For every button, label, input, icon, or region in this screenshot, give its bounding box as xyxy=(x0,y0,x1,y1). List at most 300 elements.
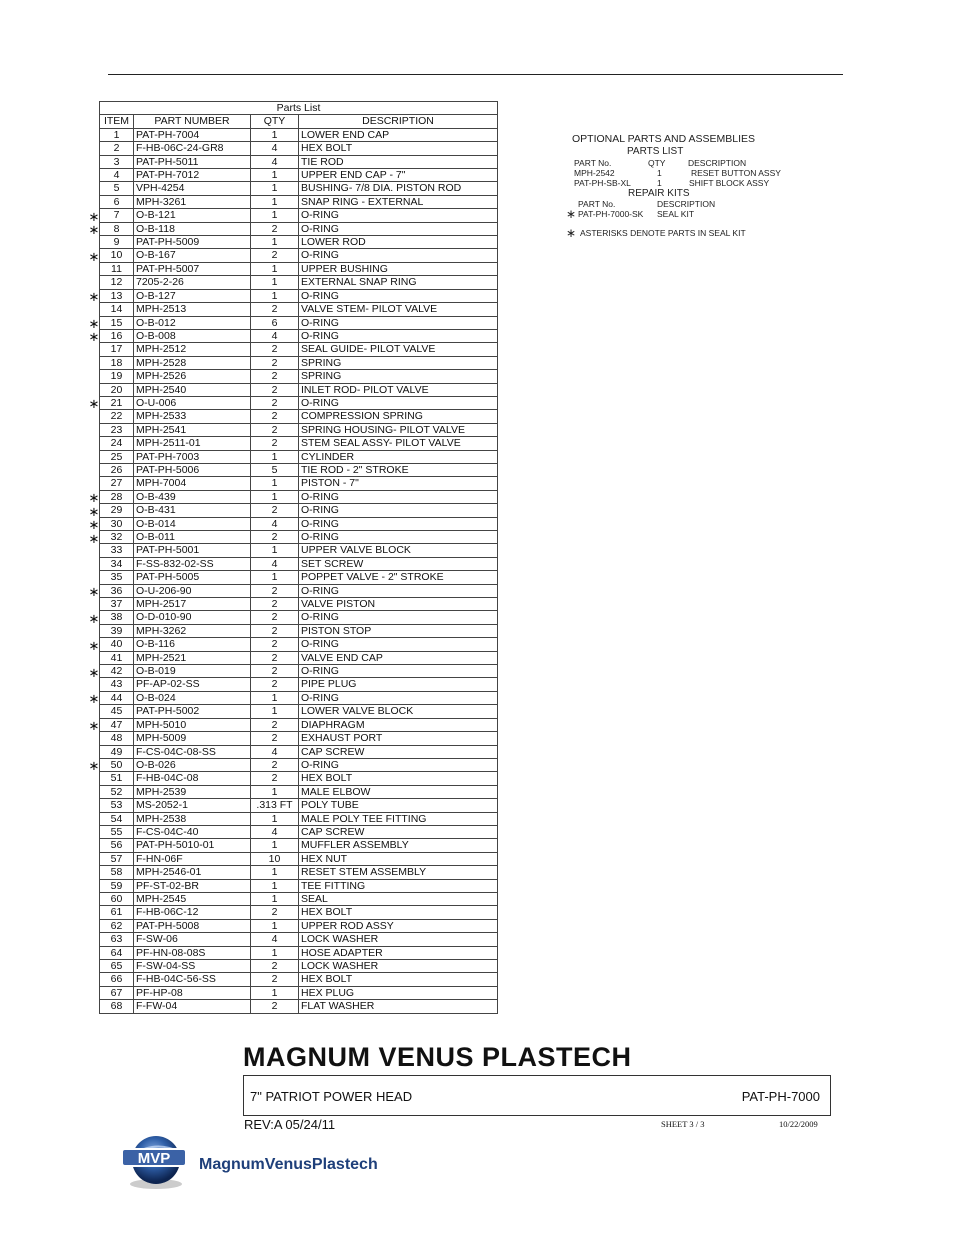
seal-kit-asterisk-icon: ∗ xyxy=(88,329,100,345)
description-cell: INLET ROD- PILOT VALVE xyxy=(299,383,498,396)
table-row xyxy=(100,758,498,771)
table-row xyxy=(100,879,498,892)
part-number-cell: O-U-006 xyxy=(134,396,251,409)
description-cell: HEX NUT xyxy=(299,852,498,865)
table-row xyxy=(100,584,498,597)
part-number-cell: O-B-011 xyxy=(134,531,251,544)
part-number-cell: O-B-121 xyxy=(134,209,251,222)
table-row xyxy=(100,169,498,182)
table-row xyxy=(100,892,498,905)
table-row xyxy=(100,262,498,275)
qty-cell: 1 xyxy=(251,691,299,704)
part-number-cell: MPH-2511-01 xyxy=(134,437,251,450)
description-cell: HEX PLUG xyxy=(299,986,498,999)
qty-cell: 6 xyxy=(251,316,299,329)
qty-cell: 1 xyxy=(251,490,299,503)
table-row xyxy=(100,611,498,624)
qty-cell: 4 xyxy=(251,155,299,168)
part-number-cell: PAT-PH-5008 xyxy=(134,919,251,932)
description-cell: O-RING xyxy=(299,504,498,517)
part-number-cell: F-HN-06F xyxy=(134,852,251,865)
product-part-number: PAT-PH-7000 xyxy=(741,1089,820,1104)
part-number-cell: 7205-2-26 xyxy=(134,276,251,289)
repair-header-part: PART No. xyxy=(578,199,616,209)
part-number-cell: PF-ST-02-BR xyxy=(134,879,251,892)
part-number-cell: F-SS-832-02-SS xyxy=(134,557,251,570)
table-row xyxy=(100,463,498,476)
qty-cell: 1 xyxy=(251,571,299,584)
part-number-cell: MPH-5010 xyxy=(134,718,251,731)
table-row xyxy=(100,437,498,450)
description-cell: BUSHING- 7/8 DIA. PISTON ROD xyxy=(299,182,498,195)
item-cell: 54 xyxy=(100,812,134,825)
item-cell: 2 xyxy=(100,142,134,155)
table-row xyxy=(100,356,498,369)
part-number-cell: MPH-7004 xyxy=(134,477,251,490)
part-number-cell: O-U-206-90 xyxy=(134,584,251,597)
table-row xyxy=(100,691,498,704)
drawing-date: 10/22/2009 xyxy=(779,1119,818,1129)
table-row xyxy=(100,531,498,544)
optional-parts-header xyxy=(572,158,755,168)
repair-header-desc: DESCRIPTION xyxy=(657,199,716,209)
item-cell: 60 xyxy=(100,892,134,905)
table-row xyxy=(100,571,498,584)
description-cell: CAP SCREW xyxy=(299,825,498,838)
seal-kit-asterisk-icon: ∗ xyxy=(88,248,100,264)
qty-cell: 2 xyxy=(251,383,299,396)
table-row xyxy=(100,825,498,838)
qty-cell: 2 xyxy=(251,303,299,316)
item-cell: 34 xyxy=(100,557,134,570)
part-number-cell: MPH-3261 xyxy=(134,195,251,208)
description-cell: PISTON STOP xyxy=(299,624,498,637)
opt-part-desc: RESET BUTTON ASSY xyxy=(691,168,781,178)
col-header-item: ITEM xyxy=(100,115,134,128)
part-number-cell: VPH-4254 xyxy=(134,182,251,195)
description-cell: HEX BOLT xyxy=(299,906,498,919)
seal-kit-asterisk-icon: ∗ xyxy=(88,517,100,533)
qty-cell: 4 xyxy=(251,745,299,758)
item-cell: 27 xyxy=(100,477,134,490)
description-cell: STEM SEAL ASSY- PILOT VALVE xyxy=(299,437,498,450)
description-cell: EXHAUST PORT xyxy=(299,732,498,745)
table-row xyxy=(100,946,498,959)
seal-marker-icon: ∗ xyxy=(566,226,577,240)
qty-cell: 2 xyxy=(251,531,299,544)
qty-cell: 2 xyxy=(251,732,299,745)
description-cell: VALVE PISTON xyxy=(299,598,498,611)
qty-cell: 1 xyxy=(251,544,299,557)
qty-cell: 1 xyxy=(251,236,299,249)
table-row xyxy=(100,396,498,409)
seal-kit-asterisk-icon: ∗ xyxy=(88,208,100,224)
part-number-cell: O-B-026 xyxy=(134,758,251,771)
description-cell: TEE FITTING xyxy=(299,879,498,892)
item-cell: 57 xyxy=(100,852,134,865)
qty-cell: 2 xyxy=(251,624,299,637)
description-cell: DIAPHRAGM xyxy=(299,718,498,731)
item-cell: 50 xyxy=(100,758,134,771)
table-row xyxy=(100,785,498,798)
description-cell: FLAT WASHER xyxy=(299,1000,498,1013)
part-number-cell: F-FW-04 xyxy=(134,1000,251,1013)
item-cell: 14 xyxy=(100,303,134,316)
repair-kit-row xyxy=(566,207,755,221)
item-cell: 68 xyxy=(100,1000,134,1013)
opt-part-desc: SHIFT BLOCK ASSY xyxy=(689,178,770,188)
table-row xyxy=(100,450,498,463)
description-cell: LOWER ROD xyxy=(299,236,498,249)
item-cell: 64 xyxy=(100,946,134,959)
table-row xyxy=(100,423,498,436)
part-number-cell: MPH-2538 xyxy=(134,812,251,825)
item-cell: 26 xyxy=(100,463,134,476)
description-cell: HOSE ADAPTER xyxy=(299,946,498,959)
qty-cell: 1 xyxy=(251,705,299,718)
table-row xyxy=(100,504,498,517)
revision: REV:A 05/24/11 xyxy=(244,1117,336,1132)
item-cell: 42 xyxy=(100,665,134,678)
qty-cell: 1 xyxy=(251,866,299,879)
part-number-cell: O-B-116 xyxy=(134,638,251,651)
table-row xyxy=(100,276,498,289)
qty-cell: 1 xyxy=(251,919,299,932)
part-number-cell: O-B-439 xyxy=(134,490,251,503)
table-row xyxy=(100,866,498,879)
table-row xyxy=(100,665,498,678)
qty-cell: 2 xyxy=(251,758,299,771)
qty-cell: .313 FT xyxy=(251,799,299,812)
part-number-cell: O-B-167 xyxy=(134,249,251,262)
description-cell: O-RING xyxy=(299,289,498,302)
item-cell: 8 xyxy=(100,222,134,235)
item-cell: 3 xyxy=(100,155,134,168)
item-cell: 63 xyxy=(100,933,134,946)
part-number-cell: MS-2052-1 xyxy=(134,799,251,812)
qty-cell: 1 xyxy=(251,986,299,999)
optional-part-row xyxy=(572,178,770,188)
table-row xyxy=(100,705,498,718)
item-cell: 20 xyxy=(100,383,134,396)
item-cell: 11 xyxy=(100,262,134,275)
qty-cell: 2 xyxy=(251,1000,299,1013)
item-cell: 13 xyxy=(100,289,134,302)
table-row xyxy=(100,772,498,785)
part-number-cell: MPH-2528 xyxy=(134,356,251,369)
qty-cell: 2 xyxy=(251,437,299,450)
seal-kit-asterisk-icon: ∗ xyxy=(88,316,100,331)
item-cell: 49 xyxy=(100,745,134,758)
mvp-logo-icon xyxy=(118,1132,188,1192)
description-cell: SNAP RING - EXTERNAL xyxy=(299,195,498,208)
table-row xyxy=(100,410,498,423)
part-number-cell: F-SW-04-SS xyxy=(134,960,251,973)
table-row xyxy=(100,973,498,986)
qty-cell: 2 xyxy=(251,370,299,383)
item-cell: 67 xyxy=(100,986,134,999)
item-cell: 21 xyxy=(100,396,134,409)
qty-cell: 1 xyxy=(251,195,299,208)
description-cell: SPRING xyxy=(299,370,498,383)
item-cell: 7 xyxy=(100,209,134,222)
item-cell: 23 xyxy=(100,423,134,436)
table-row xyxy=(100,986,498,999)
description-cell: O-RING xyxy=(299,758,498,771)
part-number-cell: PAT-PH-5010-01 xyxy=(134,839,251,852)
table-row xyxy=(100,732,498,745)
qty-cell: 2 xyxy=(251,906,299,919)
table-row xyxy=(100,316,498,329)
item-cell: 65 xyxy=(100,960,134,973)
table-row xyxy=(100,249,498,262)
description-cell: VALVE STEM- PILOT VALVE xyxy=(299,303,498,316)
table-row xyxy=(100,477,498,490)
description-cell: LOWER END CAP xyxy=(299,128,498,141)
seal-kit-note xyxy=(566,226,755,240)
opt-part-qty: 1 xyxy=(657,168,662,178)
qty-cell: 1 xyxy=(251,209,299,222)
part-number-cell: O-B-008 xyxy=(134,329,251,342)
description-cell: CAP SCREW xyxy=(299,745,498,758)
part-number-cell: O-B-127 xyxy=(134,289,251,302)
table-row xyxy=(100,544,498,557)
item-cell: 48 xyxy=(100,732,134,745)
repair-kits-title: REPAIR KITS xyxy=(628,188,690,199)
item-cell: 35 xyxy=(100,571,134,584)
table-row xyxy=(100,370,498,383)
item-cell: 52 xyxy=(100,785,134,798)
opt-header-part: PART No. xyxy=(574,158,612,168)
table-row xyxy=(100,182,498,195)
qty-cell: 4 xyxy=(251,933,299,946)
table-row xyxy=(100,812,498,825)
opt-part-number: PAT-PH-SB-XL xyxy=(574,178,631,188)
description-cell: O-RING xyxy=(299,316,498,329)
col-header-description: DESCRIPTION xyxy=(299,115,498,128)
description-cell: COMPRESSION SPRING xyxy=(299,410,498,423)
qty-cell: 1 xyxy=(251,169,299,182)
part-number-cell: MPH-2533 xyxy=(134,410,251,423)
seal-kit-asterisk-icon: ∗ xyxy=(88,637,100,653)
seal-kit-asterisk-icon: ∗ xyxy=(88,718,100,734)
part-number-cell: O-B-118 xyxy=(134,222,251,235)
description-cell: VALVE END CAP xyxy=(299,651,498,664)
qty-cell: 2 xyxy=(251,222,299,235)
qty-cell: 10 xyxy=(251,852,299,865)
item-cell: 61 xyxy=(100,906,134,919)
description-cell: SET SCREW xyxy=(299,557,498,570)
seal-kit-note-text: ASTERISKS DENOTE PARTS IN SEAL KIT xyxy=(580,228,746,238)
description-cell: O-RING xyxy=(299,665,498,678)
item-cell: 47 xyxy=(100,718,134,731)
qty-cell: 4 xyxy=(251,329,299,342)
description-cell: UPPER END CAP - 7" xyxy=(299,169,498,182)
title-box xyxy=(243,1075,831,1116)
description-cell: O-RING xyxy=(299,222,498,235)
description-cell: LOCK WASHER xyxy=(299,933,498,946)
part-number-cell: MPH-2512 xyxy=(134,343,251,356)
table-row xyxy=(100,799,498,812)
item-cell: 9 xyxy=(100,236,134,249)
qty-cell: 2 xyxy=(251,960,299,973)
part-number-cell: MPH-2539 xyxy=(134,785,251,798)
description-cell: HEX BOLT xyxy=(299,772,498,785)
item-cell: 45 xyxy=(100,705,134,718)
repair-kits-header xyxy=(572,199,755,209)
qty-cell: 2 xyxy=(251,973,299,986)
item-cell: 1 xyxy=(100,128,134,141)
table-row xyxy=(100,839,498,852)
item-cell: 53 xyxy=(100,799,134,812)
table-row xyxy=(100,598,498,611)
part-number-cell: PAT-PH-5001 xyxy=(134,544,251,557)
part-number-cell: F-CS-04C-08-SS xyxy=(134,745,251,758)
seal-kit-asterisk-icon: ∗ xyxy=(88,222,100,238)
part-number-cell: PAT-PH-5005 xyxy=(134,571,251,584)
table-row xyxy=(100,1000,498,1013)
description-cell: O-RING xyxy=(299,396,498,409)
item-cell: 24 xyxy=(100,437,134,450)
part-number-cell: PAT-PH-5011 xyxy=(134,155,251,168)
seal-kit-asterisk-icon: ∗ xyxy=(88,610,100,626)
item-cell: 30 xyxy=(100,517,134,530)
qty-cell: 2 xyxy=(251,249,299,262)
seal-kit-asterisk-icon: ∗ xyxy=(88,503,100,519)
qty-cell: 4 xyxy=(251,825,299,838)
part-number-cell: PAT-PH-5006 xyxy=(134,463,251,476)
description-cell: O-RING xyxy=(299,531,498,544)
table-row xyxy=(100,933,498,946)
part-number-cell: O-B-019 xyxy=(134,665,251,678)
table-row xyxy=(100,906,498,919)
table-row xyxy=(100,638,498,651)
qty-cell: 1 xyxy=(251,477,299,490)
table-row xyxy=(100,303,498,316)
part-number-cell: MPH-2545 xyxy=(134,892,251,905)
qty-cell: 1 xyxy=(251,785,299,798)
description-cell: SEAL xyxy=(299,892,498,905)
qty-cell: 2 xyxy=(251,343,299,356)
part-number-cell: O-B-014 xyxy=(134,517,251,530)
part-number-cell: MPH-5009 xyxy=(134,732,251,745)
item-cell: 51 xyxy=(100,772,134,785)
part-number-cell: PAT-PH-5009 xyxy=(134,236,251,249)
qty-cell: 1 xyxy=(251,276,299,289)
description-cell: O-RING xyxy=(299,209,498,222)
qty-cell: 1 xyxy=(251,128,299,141)
description-cell: POLY TUBE xyxy=(299,799,498,812)
description-cell: POPPET VALVE - 2" STROKE xyxy=(299,571,498,584)
item-cell: 6 xyxy=(100,195,134,208)
sheet-number: SHEET 3 / 3 xyxy=(661,1119,705,1129)
part-number-cell: MPH-2521 xyxy=(134,651,251,664)
item-cell: 59 xyxy=(100,879,134,892)
description-cell: RESET STEM ASSEMBLY xyxy=(299,866,498,879)
item-cell: 19 xyxy=(100,370,134,383)
part-number-cell: F-HB-06C-12 xyxy=(134,906,251,919)
seal-kit-asterisk-icon: ∗ xyxy=(88,530,100,546)
item-cell: 32 xyxy=(100,531,134,544)
description-cell: O-RING xyxy=(299,584,498,597)
qty-cell: 1 xyxy=(251,839,299,852)
description-cell: UPPER BUSHING xyxy=(299,262,498,275)
table-row xyxy=(100,155,498,168)
table-row xyxy=(100,557,498,570)
description-cell: SEAL GUIDE- PILOT VALVE xyxy=(299,343,498,356)
description-cell: SPRING xyxy=(299,356,498,369)
item-cell: 22 xyxy=(100,410,134,423)
item-cell: 36 xyxy=(100,584,134,597)
table-row xyxy=(100,490,498,503)
item-cell: 29 xyxy=(100,504,134,517)
description-cell: SPRING HOUSING- PILOT VALVE xyxy=(299,423,498,436)
item-cell: 41 xyxy=(100,651,134,664)
part-number-cell: O-B-431 xyxy=(134,504,251,517)
optional-part-row xyxy=(572,168,781,178)
logo-badge-text: MVP xyxy=(137,1150,171,1167)
qty-cell: 1 xyxy=(251,892,299,905)
seal-marker-icon: ∗ xyxy=(566,207,577,221)
seal-kit-asterisk-icon: ∗ xyxy=(88,584,100,600)
table-row xyxy=(100,142,498,155)
part-number-cell: F-HB-04C-08 xyxy=(134,772,251,785)
part-number-cell: MPH-3262 xyxy=(134,624,251,637)
description-cell: HEX BOLT xyxy=(299,973,498,986)
item-cell: 55 xyxy=(100,825,134,838)
description-cell: O-RING xyxy=(299,611,498,624)
qty-cell: 2 xyxy=(251,651,299,664)
qty-cell: 1 xyxy=(251,182,299,195)
table-row xyxy=(100,329,498,342)
description-cell: O-RING xyxy=(299,490,498,503)
part-number-cell: F-HB-06C-24-GR8 xyxy=(134,142,251,155)
qty-cell: 2 xyxy=(251,598,299,611)
table-row xyxy=(100,383,498,396)
part-number-cell: MPH-2526 xyxy=(134,370,251,383)
table-row xyxy=(100,745,498,758)
description-cell: O-RING xyxy=(299,329,498,342)
part-number-cell: PAT-PH-7004 xyxy=(134,128,251,141)
seal-kit-asterisk-icon: ∗ xyxy=(88,289,100,305)
table-row xyxy=(100,852,498,865)
qty-cell: 4 xyxy=(251,557,299,570)
item-cell: 5 xyxy=(100,182,134,195)
seal-kit-asterisk-icon: ∗ xyxy=(88,396,100,412)
qty-cell: 2 xyxy=(251,772,299,785)
item-cell: 66 xyxy=(100,973,134,986)
part-number-cell: PF-AP-02-SS xyxy=(134,678,251,691)
part-number-cell: O-B-012 xyxy=(134,316,251,329)
part-number-cell: MPH-2517 xyxy=(134,598,251,611)
qty-cell: 2 xyxy=(251,665,299,678)
description-cell: MUFFLER ASSEMBLY xyxy=(299,839,498,852)
item-cell: 15 xyxy=(100,316,134,329)
item-cell: 18 xyxy=(100,356,134,369)
qty-cell: 5 xyxy=(251,463,299,476)
logo-wordmark: MagnumVenusPlastech xyxy=(199,1156,378,1173)
part-number-cell: F-HB-04C-56-SS xyxy=(134,973,251,986)
description-cell: EXTERNAL SNAP RING xyxy=(299,276,498,289)
item-cell: 25 xyxy=(100,450,134,463)
item-cell: 43 xyxy=(100,678,134,691)
item-cell: 38 xyxy=(100,611,134,624)
description-cell: UPPER VALVE BLOCK xyxy=(299,544,498,557)
part-number-cell: O-D-010-90 xyxy=(134,611,251,624)
part-number-cell: F-SW-06 xyxy=(134,933,251,946)
item-cell: 28 xyxy=(100,490,134,503)
description-cell: TIE ROD xyxy=(299,155,498,168)
